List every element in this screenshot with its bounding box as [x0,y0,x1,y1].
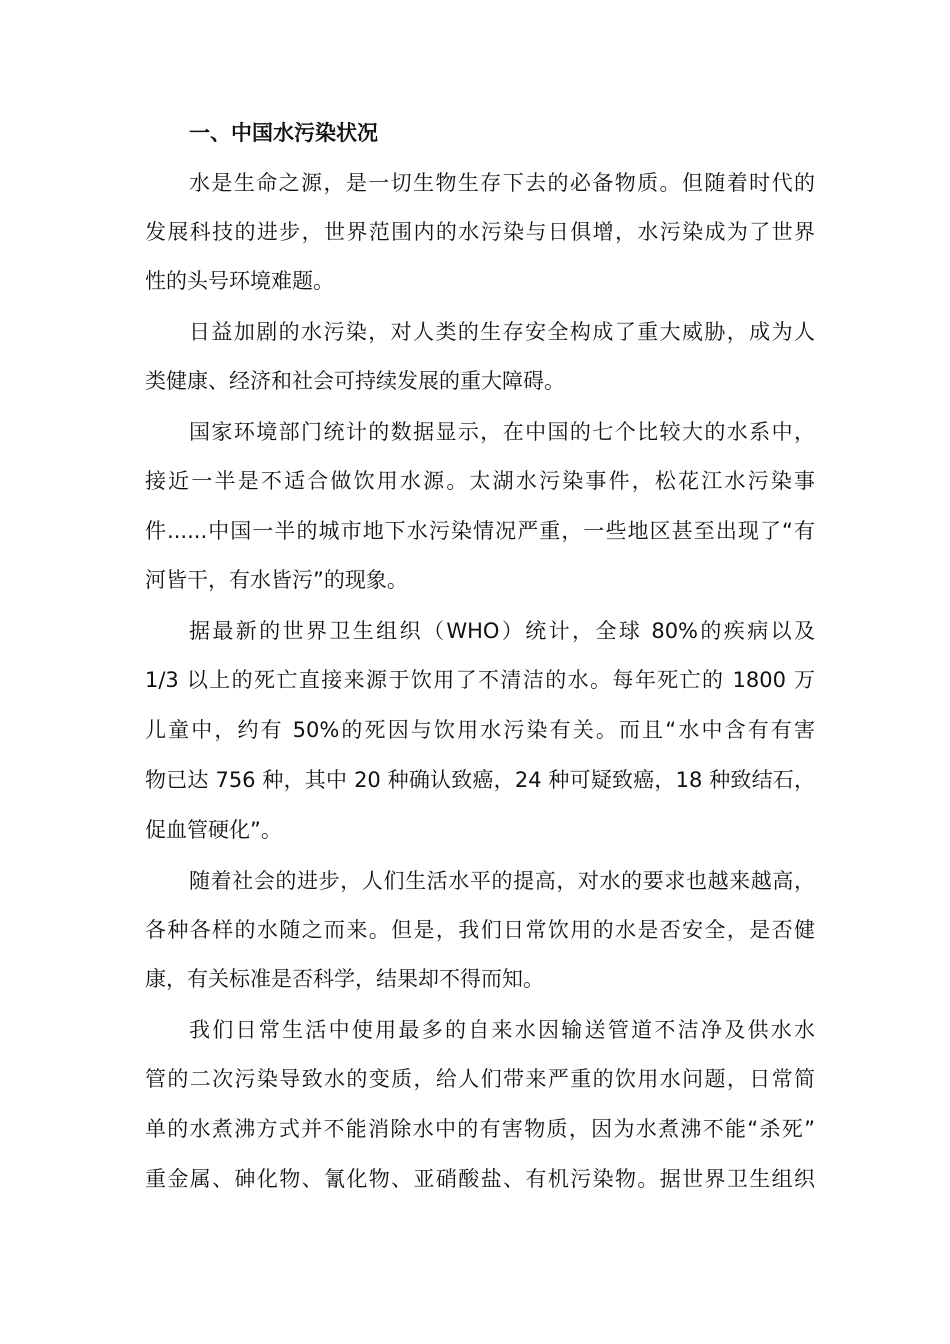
paragraph-line: 国家环境部门统计的数据显示，在中国的七个比较大的水系中， [189,420,815,444]
paragraph-line: 水是生命之源，是一切生物生存下去的必备物质。但随着时代的 [189,171,815,195]
paragraph-line: 物已达 756 种，其中 20 种确认致癌，24 种可疑致癌，18 种致结石， [145,768,815,792]
paragraph-line: 康，有关标准是否科学，结果却不得而知。 [145,967,544,991]
paragraph-line: 据最新的世界卫生组织（WHO）统计，全球 80%的疾病以及 [189,619,815,643]
paragraph-line: 日益加剧的水污染，对人类的生存安全构成了重大威胁，成为人 [189,320,815,344]
paragraph-line: 性的头号环境难题。 [145,269,334,293]
paragraph-line: 发展科技的进步，世界范围内的水污染与日俱增，水污染成为了世界 [145,220,815,244]
paragraph-line: 接近一半是不适合做饮用水源。太湖水污染事件，松花江水污染事 [145,469,815,493]
paragraph-line: 各种各样的水随之而来。但是，我们日常饮用的水是否安全，是否健 [145,918,815,942]
paragraph-line: 1/3 以上的死亡直接来源于饮用了不清洁的水。每年死亡的 1800 万 [145,668,815,692]
paragraph-line: 件......中国一半的城市地下水污染情况严重，一些地区甚至出现了“有 [145,519,815,543]
paragraph-line: 我们日常生活中使用最多的自来水因输送管道不洁净及供水水 [189,1018,815,1042]
paragraph-line: 河皆干，有水皆污”的现象。 [145,568,408,592]
paragraph-line: 儿童中，约有 50%的死因与饮用水污染有关。而且“水中含有有害 [145,718,815,742]
paragraph-line: 管的二次污染导致水的变质，给人们带来严重的饮用水问题，日常简 [145,1067,815,1091]
section-heading: 一、中国水污染状况 [189,121,378,145]
paragraph-line: 促血管硬化”。 [145,818,282,842]
paragraph-line: 随着社会的进步，人们生活水平的提高，对水的要求也越来越高， [189,869,815,893]
paragraph-line: 重金属、砷化物、氰化物、亚硝酸盐、有机污染物。据世界卫生组织 [145,1167,815,1191]
paragraph-line: 单的水煮沸方式并不能消除水中的有害物质，因为水煮沸不能“杀死” [145,1117,815,1141]
paragraph-line: 类健康、经济和社会可持续发展的重大障碍。 [145,369,565,393]
